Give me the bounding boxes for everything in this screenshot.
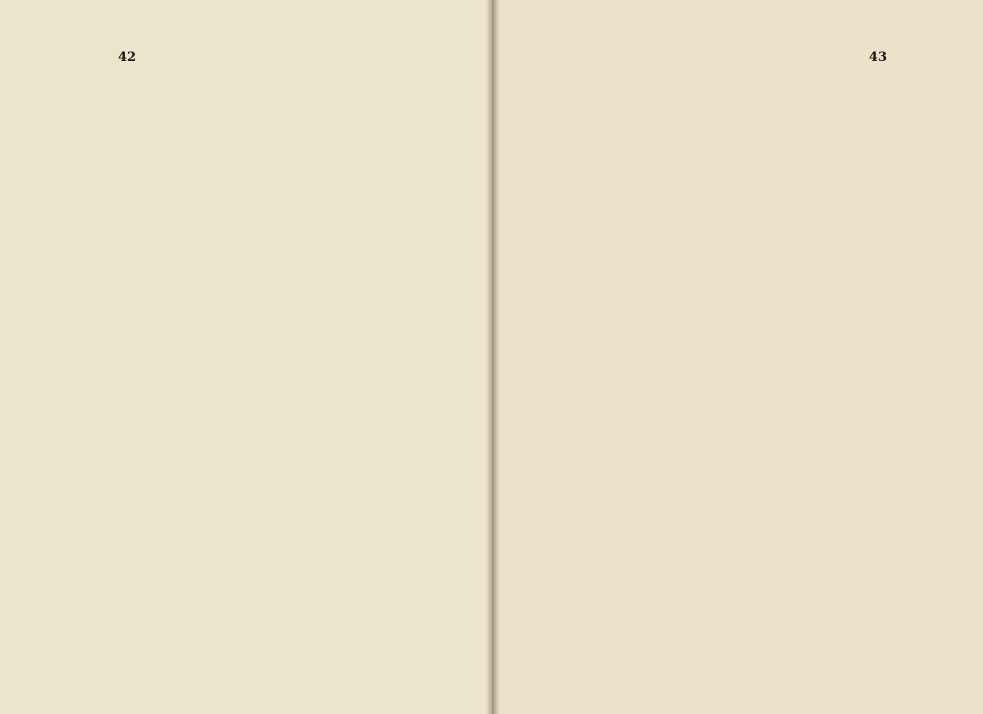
right-page <box>492 0 983 714</box>
page-number: 43 <box>868 50 887 65</box>
book-gutter <box>486 0 500 714</box>
page-number: 42 <box>118 50 137 65</box>
